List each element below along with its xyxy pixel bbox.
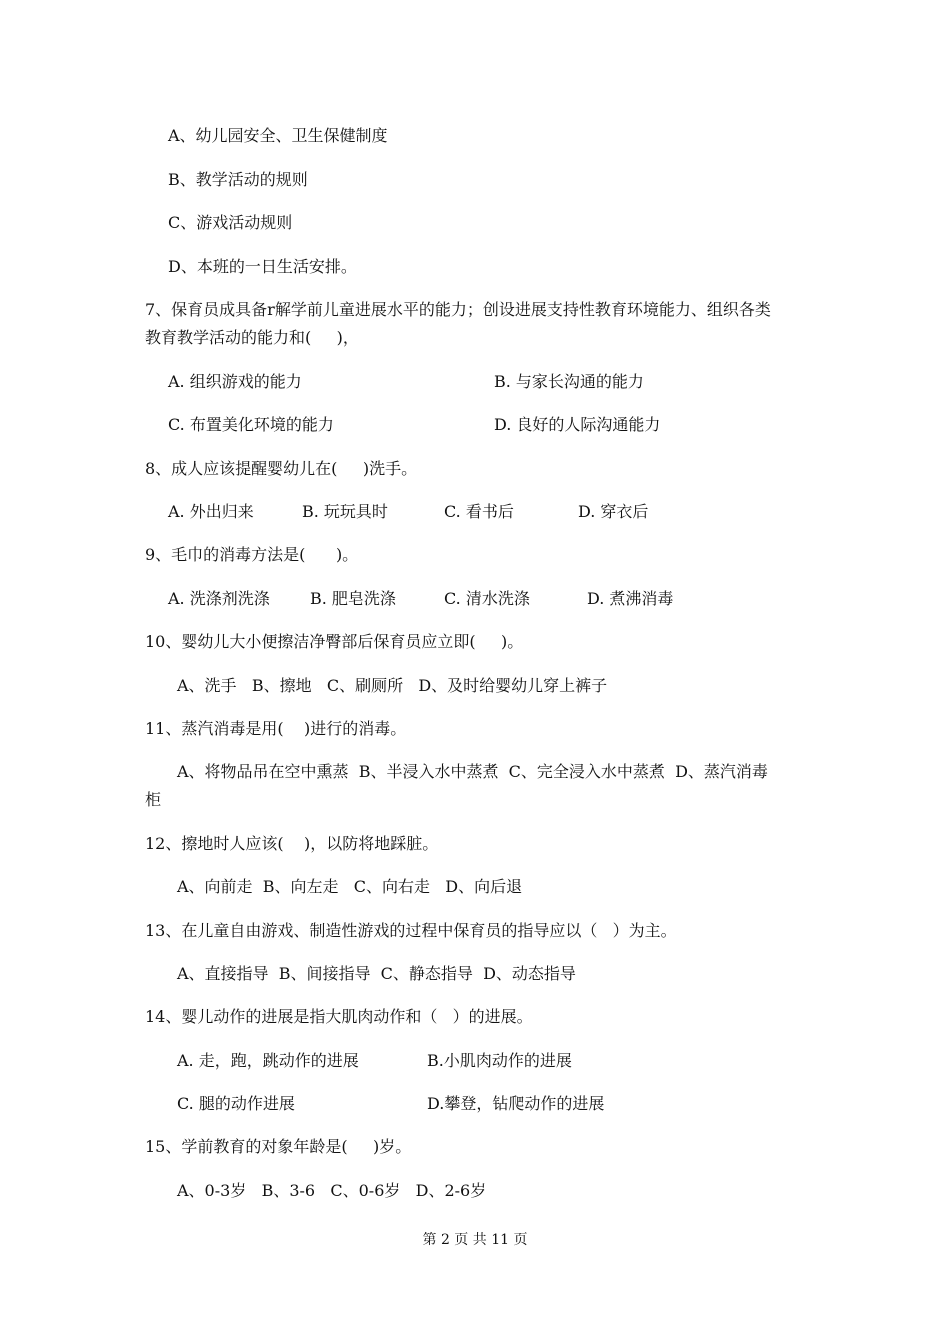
q8-option-a: A. 外出归来 (168, 502, 254, 521)
q14-option-d: D.攀登，钻爬动作的进展 (427, 1094, 605, 1113)
q14-stem: 14、婴儿动作的进展是指大肌肉动作和（ ）的进展。 (145, 1007, 533, 1026)
q14-option-c: C. 腿的动作进展 (177, 1094, 295, 1113)
q10-options: A、洗手 B、擦地 C、刷厕所 D、及时给婴幼儿穿上裤子 (177, 676, 608, 695)
q7-option-d: D. 良好的人际沟通能力 (494, 415, 661, 434)
q14-option-a: A. 走，跑，跳动作的进展 (177, 1051, 359, 1070)
q13-options: A、直接指导 B、间接指导 C、静态指导 D、动态指导 (177, 964, 576, 983)
q7-stem-line1: 7、保育员成具备r解学前儿童进展水平的能力；创设进展支持性教育环境能力、组织各类 (145, 300, 771, 319)
q7-option-b: B. 与家长沟通的能力 (494, 372, 644, 391)
q7-option-c: C. 布置美化环境的能力 (168, 415, 334, 434)
q12-stem: 12、擦地时人应该( )，以防将地踩脏。 (145, 834, 439, 853)
q7-stem-line2: 教育教学活动的能力和( )， (145, 328, 359, 347)
q11-options-line1: A、将物品吊在空中熏蒸 B、半浸入水中蒸煮 C、完全浸入水中蒸煮 D、蒸汽消毒 (177, 762, 768, 781)
q11-stem: 11、蒸汽消毒是用( )进行的消毒。 (145, 719, 407, 738)
q7-option-a: A. 组织游戏的能力 (168, 372, 302, 391)
q14-option-b: B.小肌肉动作的进展 (427, 1051, 572, 1070)
q6-option-b: B、教学活动的规则 (168, 170, 308, 189)
q8-option-d: D. 穿衣后 (578, 502, 649, 521)
q10-stem: 10、婴幼儿大小便擦洁净臀部后保育员应立即( )。 (145, 632, 524, 651)
q9-option-c: C. 清水洗涤 (444, 589, 530, 608)
q9-option-a: A. 洗涤剂洗涤 (168, 589, 270, 608)
q9-option-d: D. 煮沸消毒 (587, 589, 674, 608)
q11-options-line2: 柜 (145, 790, 162, 809)
q12-options: A、向前走 B、向左走 C、向右走 D、向后退 (177, 877, 523, 896)
q13-stem: 13、在儿童自由游戏、制造性游戏的过程中保育员的指导应以（ ）为主。 (145, 921, 677, 940)
q15-options: A、0-3岁 B、3-6 C、0-6岁 D、2-6岁 (177, 1181, 487, 1200)
q6-option-d: D、本班的一日生活安排。 (168, 257, 357, 276)
q6-option-a: A、幼儿园安全、卫生保健制度 (168, 126, 388, 145)
page-footer: 第 2 页 共 11 页 (422, 1232, 528, 1248)
q8-stem: 8、成人应该提醒婴幼儿在( )洗手。 (145, 459, 418, 478)
q6-option-c: C、游戏活动规则 (168, 213, 293, 232)
q15-stem: 15、学前教育的对象年龄是( )岁。 (145, 1137, 412, 1156)
q9-stem: 9、毛巾的消毒方法是( )。 (145, 545, 359, 564)
q8-option-c: C. 看书后 (444, 502, 514, 521)
q8-option-b: B. 玩玩具时 (302, 502, 388, 521)
q9-option-b: B. 肥皂洗涤 (310, 589, 396, 608)
